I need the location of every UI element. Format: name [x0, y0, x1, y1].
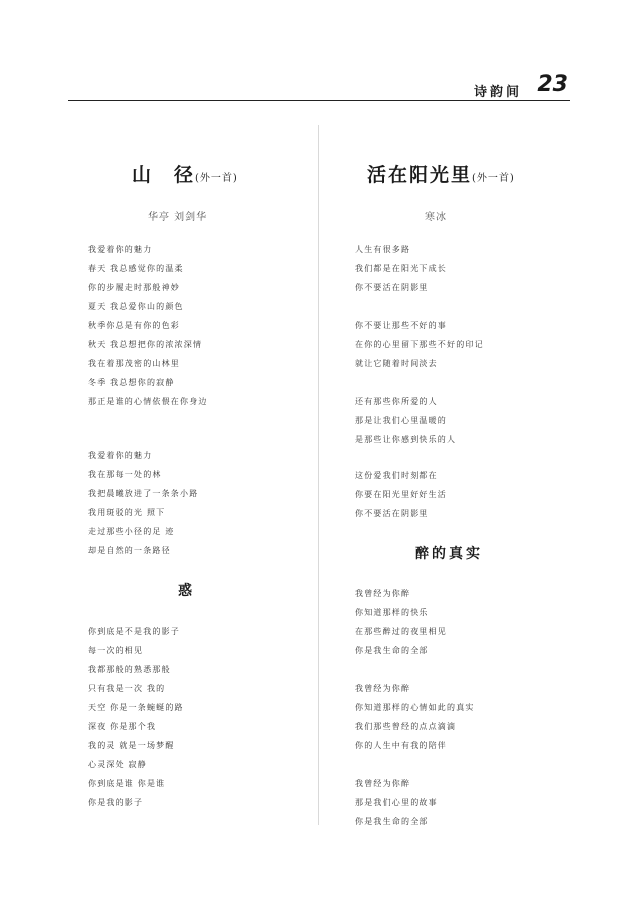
- poem-line: 你的人生中有我的陪伴: [355, 741, 447, 750]
- poem-line: 我曾经为你醉: [355, 684, 411, 693]
- poem-line: 天空 你是一条蜿蜒的路: [88, 703, 184, 712]
- poem-line: 我曾经为你醉: [355, 779, 411, 788]
- poem-line: 每一次的相见: [88, 646, 144, 655]
- poem-line: 我在着那茂密的山林里: [88, 359, 180, 368]
- poem-line: 在那些醉过的夜里相见: [355, 627, 447, 636]
- poem-line: 我爱着你的魅力: [88, 451, 153, 460]
- poem-line: 我们都是在阳光下成长: [355, 264, 447, 273]
- poem-line: 还有那些你所爱的人: [355, 397, 438, 406]
- poem-line: 我用斑驳的光 照下: [88, 508, 166, 517]
- poem-line: 秋季你总是有你的色彩: [88, 321, 180, 330]
- poem-line: 你不要活在阴影里: [355, 283, 429, 292]
- poem-author: 华亭 刘剑华: [148, 212, 208, 223]
- poem-title: 山 径(外一首): [132, 164, 238, 186]
- poem-title-note: (外一首): [472, 173, 515, 184]
- poem-line: 那是让我们心里温暖的: [355, 416, 447, 425]
- header-rule: [68, 100, 570, 101]
- poem-line: 那正是谁的心情依偎在你身边: [88, 397, 208, 406]
- poem-line: 我在那每一处的林: [88, 470, 162, 479]
- poem-line: 你是我生命的全部: [355, 817, 429, 826]
- poem-line: 这份爱我们时刻都在: [355, 471, 438, 480]
- column-divider: [318, 125, 319, 825]
- section-name: 诗韵间: [473, 85, 522, 100]
- poem-line: 我爱着你的魅力: [88, 245, 153, 254]
- page-number: 23: [537, 72, 568, 97]
- poem-line: 深夜 你是那个我: [88, 722, 157, 731]
- poem-title: 活在阳光里(外一首): [367, 164, 515, 186]
- poem-line: 你不要活在阴影里: [355, 509, 429, 518]
- poem-line: 冬季 我总想你的寂静: [88, 378, 175, 387]
- poem-line: 走过那些小径的足 迹: [88, 527, 175, 536]
- poem-line: 你的步履走时那般神妙: [88, 283, 180, 292]
- poem-line: 是那些让你感到快乐的人: [355, 435, 457, 444]
- poem-line: 我的灵 就是一场梦醒: [88, 741, 175, 750]
- poem-line: 却是自然的一条路径: [88, 546, 171, 555]
- poem-line: 那是我们心里的故事: [355, 798, 438, 807]
- poem-line: 你知道那样的快乐: [355, 608, 429, 617]
- poem-title-note: (外一首): [195, 173, 238, 184]
- poem-line: 我都那般的熟悉那般: [88, 665, 171, 674]
- poem-author: 寒冰: [425, 212, 447, 223]
- poem-line: 你是我的影子: [88, 798, 144, 807]
- poem-line: 秋天 我总想把你的浓浓深情: [88, 340, 203, 349]
- poem-line: 在你的心里留下那些不好的印记: [355, 340, 484, 349]
- poem-line: 春天 我总感觉你的温柔: [88, 264, 184, 273]
- poem-line: 你到底是不是我的影子: [88, 627, 180, 636]
- poem-line: 我们那些曾经的点点滴滴: [355, 722, 457, 731]
- poem-line: 人生有很多路: [355, 245, 411, 254]
- poem-line: 你到底是谁 你是谁: [88, 779, 166, 788]
- poem-line: 夏天 我总爱你山的颜色: [88, 302, 184, 311]
- poem-line: 就让它随着时间淡去: [355, 359, 438, 368]
- poem-line: 心灵深处 寂静: [88, 760, 147, 769]
- poem-line: 你要在阳光里好好生活: [355, 490, 447, 499]
- poem-line: 你知道那样的心情如此的真实: [355, 703, 475, 712]
- page-header: [68, 72, 568, 100]
- poem-title: 惑: [178, 583, 195, 599]
- poem-line: 我把晨曦放进了一条条小路: [88, 489, 199, 498]
- poem-line: 你不要让那些不好的事: [355, 321, 447, 330]
- poem-line: 我曾经为你醉: [355, 589, 411, 598]
- poem-title: 醉的真实: [415, 546, 483, 562]
- poem-line: 只有我是一次 我的: [88, 684, 166, 693]
- poem-line: 你是我生命的全部: [355, 646, 429, 655]
